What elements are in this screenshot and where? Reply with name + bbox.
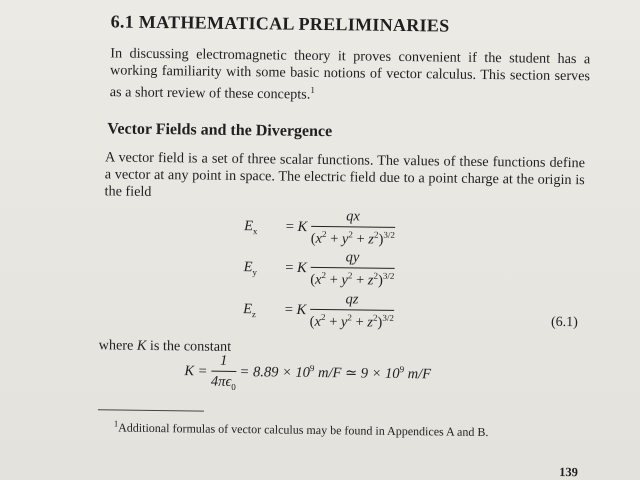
footnote-rule <box>98 409 204 411</box>
constant-k-equation: K = $\frac{1}{4\pi\epsilon_0}$ = $8.89 \times 10^9$ m/F ≃ $9 \times 10^9$ m/F <box>184 352 432 392</box>
vector-field-paragraph: A vector field is a set of three scalar functions. The values of these functions define a vector at any point in space. The electric field due to a point charge at the origin is the field <box>104 149 586 200</box>
subsection-title: Vector Fields and the Divergence <box>107 120 333 141</box>
where-line: where K is the constant <box>98 337 232 355</box>
footnote: $^1$Additional formulas of vector calculus may be found in Appendices A and B. <box>113 418 489 440</box>
equation-ey: $E_y = K$ $\frac{qy}{(x^2 + y^2 + z^2)^{3/2}}$ <box>243 249 395 289</box>
section-title: 6.1 MATHEMATICAL PRELIMINARIES <box>110 11 450 36</box>
intro-paragraph: In discussing electromagnetic theory it proves convenient if the student has a working familiarity with some basic notions of vector calculus. This section serves as a short review of these concepts.$^1$ <box>109 45 591 103</box>
equation-ex: $E_x = K$ $\frac{qx}{(x^2 + y^2 + z^2)^{3/2}}$ <box>244 208 395 248</box>
footnote-reference: 1 <box>310 84 315 95</box>
equation-number: (6.1) <box>550 314 578 331</box>
equation-ez: $E_z = K$ $\frac{qz}{(x^2 + y^2 + z^2)^{3/2}}$ <box>243 291 394 331</box>
page-number: 139 <box>559 464 579 480</box>
